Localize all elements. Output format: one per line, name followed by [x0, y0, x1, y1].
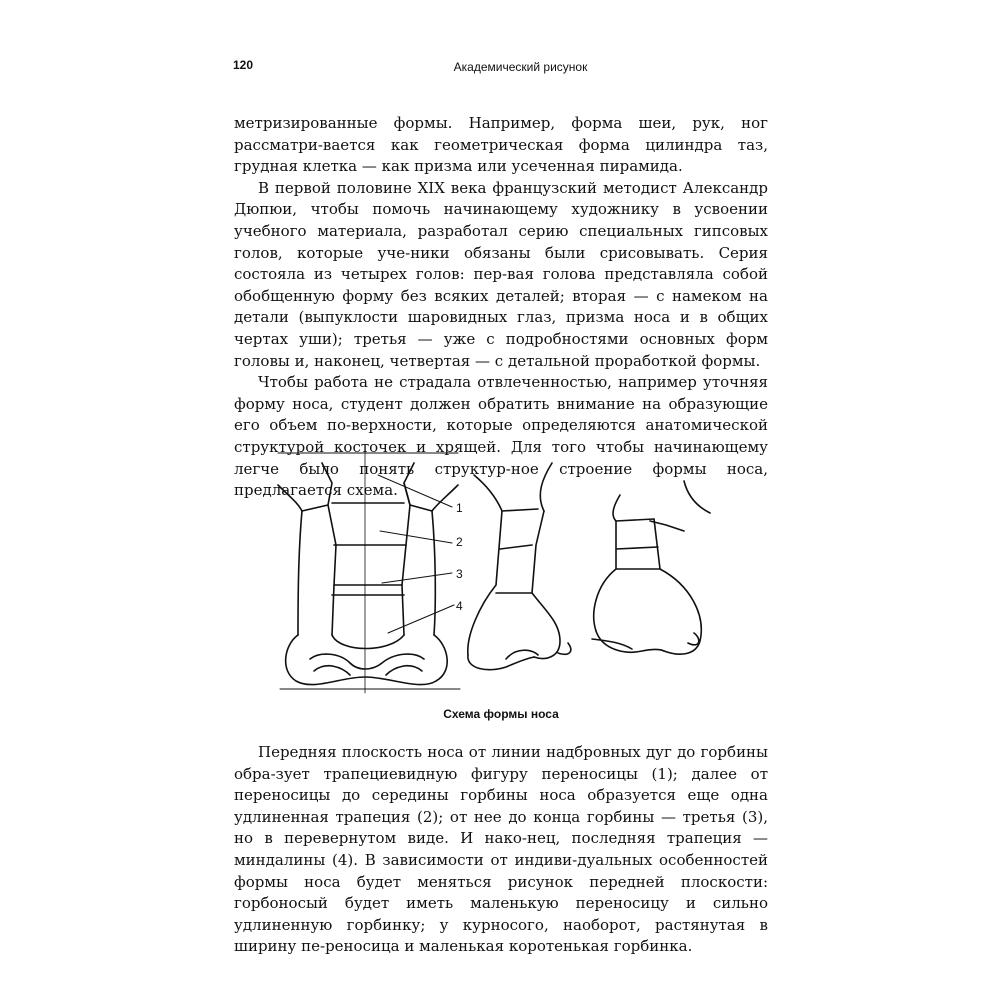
nose-scheme-drawing — [270, 445, 730, 700]
page-number: 120 — [233, 58, 254, 72]
page-header — [233, 58, 768, 78]
nose-scheme-figure — [270, 445, 730, 700]
figure-label-4: 4 — [456, 599, 463, 613]
figure-label-1: 1 — [456, 501, 463, 515]
paragraph: В первой половине XIX века французский методист Александр Дюпюи, чтобы помочь начинающему художнику в усвоении учебного материала, разработал серию специальных гипсовых голов, которые уче-ники обязаны были срисовывать. Серия состояла из четырех голов: пер-вая голова представляла собой обобщенную форму без всяких деталей; вторая — с намеком на детали (выпуклости шаровидных глаз, призма носа и в общих чертах уши); третья — уже с подробностями основных форм головы и, наконец, четвертая — с детальной проработкой формы. — [234, 178, 768, 370]
paragraph: метризированные формы. Например, форма шеи, рук, ног рассматри-вается как геометрическая форма цилиндра таз, грудная клетка — как призма или усеченная пирамида. — [234, 114, 768, 176]
figure-caption: Схема формы носа — [443, 707, 559, 721]
paragraph: Передняя плоскость носа от линии надбровных дуг до горбины обра-зует трапециевидную фигуру переносицы (1); далее от переносицы до середины горбины носа образуется еще одна удлиненная трапеция (2); от нее до конца горбины — третья (3), но в перевернутом виде. И нако-нец, последняя трапеция — миндалины (4). В зависимости от индиви-дуальных особенностей формы носа будет меняться рисунок передней плоскости: горбоносый будет иметь маленькую переносицу и сильно удлиненную горбинку; у курносого, наоборот, растянутая в ширину пе-реносица и маленькая коротенькая горбинка. — [234, 743, 768, 956]
body-text-top — [234, 113, 768, 502]
figure-label-2: 2 — [456, 535, 463, 549]
figure-label-3: 3 — [456, 567, 463, 581]
paragraph: Чтобы работа не страдала отвлеченностью, например уточняя форму носа, студент должен обратить внимание на образующие его объем по-верхности, которые определяются анатомической структурой косточек и хрящей. Для того чтобы начинающему легче было понять структур-ное строение формы носа, предлагается схема. — [234, 373, 768, 500]
running-title: Академический рисунок — [453, 60, 588, 74]
body-text-bottom — [234, 742, 768, 958]
